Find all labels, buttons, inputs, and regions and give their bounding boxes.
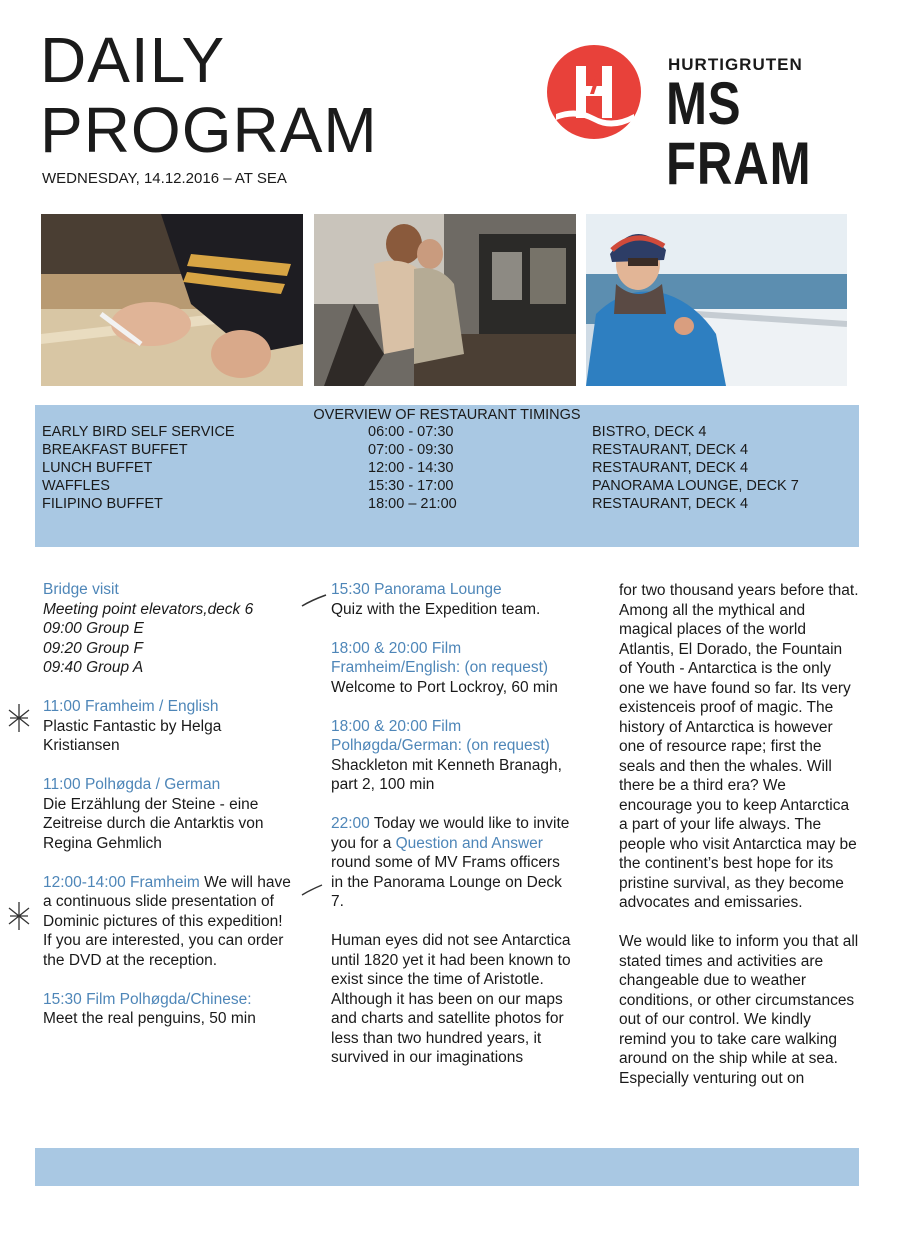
timing-row (35, 496, 859, 514)
event-block (43, 873, 293, 971)
program-column-middle (331, 580, 576, 1087)
event-text: Quiz with the Expedition team. (331, 600, 541, 618)
timing-meal: WAFFLES (42, 478, 110, 494)
event-detail: 09:40 Group A (43, 659, 144, 676)
timing-time: 18:00 – 21:00 (368, 496, 457, 512)
timings-title: OVERVIEW OF RESTAURANT TIMINGS (313, 407, 581, 423)
timing-meal: BREAKFAST BUFFET (42, 442, 188, 458)
event-title: 11:00 Framheim / English (43, 698, 219, 715)
brand-name: HURTIGRUTEN (668, 55, 803, 74)
event-text: Welcome to Port Lockroy, 60 min (331, 678, 558, 696)
antarctica-story-continued: for two thousand years before that. Among all the mythical and magical places of the world Atlantis, El Dorado, the Fountain of Youth - Antarctica is the only one we have found so far. Its very existenceis proof of magic. The history of Antarctica is however one of resource rape; first the seals and then the whales. Will there be a third era? We encourage you to keep Antarctica a part of your life always. The people who visit Antarctica may be the continent’s best hope for its pristine survival, as they become advocates and emissaries. (619, 582, 859, 911)
event-highlight: Question and Answer (395, 834, 543, 852)
timing-place: RESTAURANT, DECK 4 (592, 442, 749, 458)
asterisk-mark-icon (6, 900, 32, 932)
event-text: We will have a continuous slide presentation of Dominic pictures of this expedition! If you are interested, you can order the DVD at the reception. (43, 873, 291, 969)
page-date: WEDNESDAY, 14.12.2016 – AT SEA (42, 170, 287, 187)
hurtigruten-logo-icon (546, 44, 642, 140)
event-block (43, 697, 293, 756)
event-title: 18:00 & 20:00 Film Framheim/English: (on request) (331, 639, 549, 676)
timing-place: RESTAURANT, DECK 4 (592, 496, 749, 512)
event-title: 15:30 Panorama Lounge (331, 581, 502, 598)
asterisk-mark-icon (6, 702, 32, 734)
ship-name: MS FRAM (666, 70, 812, 197)
event-block (43, 775, 293, 853)
event-text: Meet the real penguins, 50 min (43, 1010, 256, 1027)
event-title: 15:30 Film Polhøgda/Chinese: (43, 990, 252, 1008)
notice-text: We would like to inform you that all stated times and activities are changeable due to weather conditions, or other circumstances out of our control. We kindly remind you to take care walking around on the ship while at sea. Especially venturing out on (619, 933, 859, 1087)
restaurant-timings-panel (35, 405, 859, 547)
bridge-visit-block (43, 580, 293, 678)
event-text: Shackleton mit Kenneth Branagh, part 2, 100 min (331, 756, 562, 793)
event-title: 18:00 & 20:00 Film Polhøgda/German: (on request) (331, 717, 550, 754)
timing-meal: EARLY BIRD SELF SERVICE (42, 424, 235, 440)
timing-row (35, 424, 859, 442)
timing-row (35, 478, 859, 496)
page-title-line1: DAILY (40, 24, 226, 96)
event-text: Die Erzählung der Steine - eine Zeitreise durch die Antarktis von Regina Gehmlich (43, 795, 264, 852)
event-block (331, 814, 576, 912)
timing-meal: LUNCH BUFFET (42, 460, 153, 476)
event-text: round some of MV Frams officers in the Panorama Lounge on Deck 7. (331, 854, 562, 910)
timing-time: 07:00 - 09:30 (368, 442, 454, 458)
event-title: 11:00 Polhøgda / German (43, 776, 221, 793)
event-detail: 09:20 Group F (43, 639, 143, 657)
timing-meal: FILIPINO BUFFET (42, 496, 163, 512)
event-detail: 09:00 Group E (43, 620, 144, 637)
event-text: Today we would like to invite you for a (331, 815, 570, 852)
event-detail: Meeting point elevators,deck 6 (43, 600, 254, 618)
check-mark-icon (300, 882, 326, 898)
page-title-line2: PROGRAM (40, 94, 378, 166)
timing-place: PANORAMA LOUNGE, DECK 7 (592, 478, 799, 494)
event-block (331, 639, 576, 698)
timing-place: RESTAURANT, DECK 4 (592, 460, 749, 476)
bridge-photo (314, 214, 576, 386)
event-time: 22:00 (331, 815, 370, 832)
event-block (43, 990, 293, 1029)
timing-place: BISTRO, DECK 4 (592, 424, 707, 440)
timing-time: 12:00 - 14:30 (368, 460, 454, 476)
program-column-left (43, 580, 293, 1048)
passenger-photo (586, 214, 847, 386)
event-text: Plastic Fantastic by Helga Kristiansen (43, 717, 222, 754)
event-block (331, 580, 576, 619)
event-title: 12:00-14:00 Framheim (43, 873, 200, 891)
check-mark-icon (300, 592, 330, 608)
captain-photo (41, 214, 303, 386)
timing-row (35, 460, 859, 478)
program-column-right (619, 581, 859, 1108)
timing-time: 06:00 - 07:30 (368, 424, 454, 440)
event-title: Bridge visit (43, 581, 119, 598)
timing-row (35, 442, 859, 460)
footer-band (35, 1148, 859, 1186)
timing-time: 15:30 - 17:00 (368, 478, 454, 494)
antarctica-story: Human eyes did not see Antarctica until 1820 yet it had been known to exist since the time of Aristotle. Although it has been on our maps and charts and satellite photos for less than two hundred years, it survived in our imaginations (331, 932, 571, 1066)
event-block (331, 717, 576, 795)
